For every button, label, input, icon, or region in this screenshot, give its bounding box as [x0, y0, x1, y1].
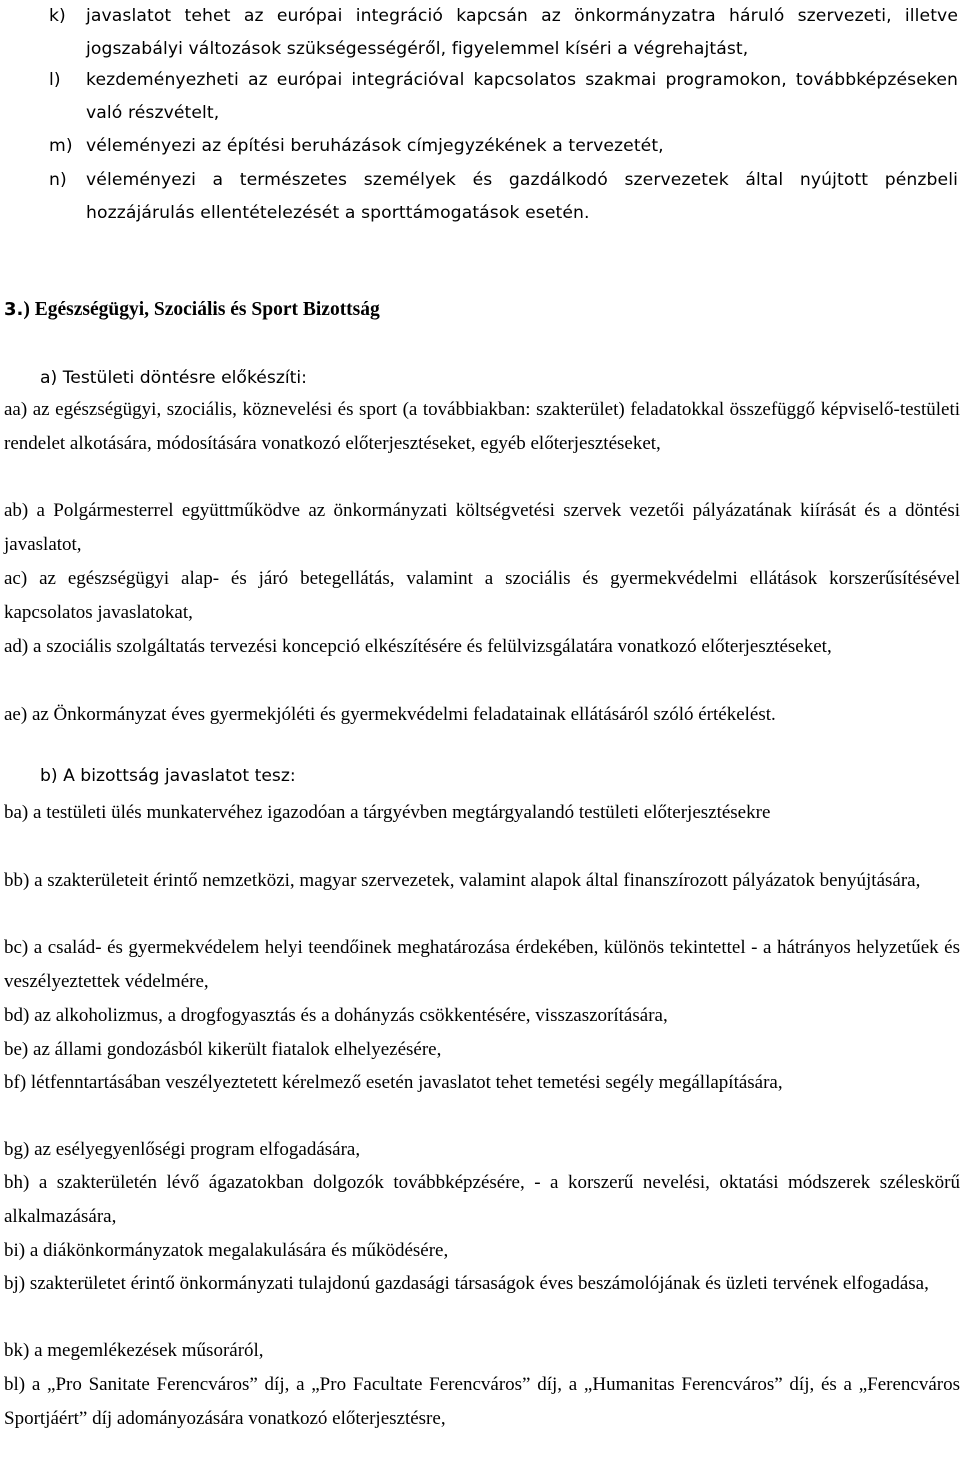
- item-bf: bf) létfenntartásában veszélyeztetett kérelmező esetén javaslatot tehet temetési segély megállapítására,: [4, 1072, 783, 1093]
- item-bc: bc) a család- és gyermekvédelem helyi teendőinek meghatározása érdekében, különös tekintettel - a hátrányos helyzetűek és veszélyeztettek védelmére,: [4, 937, 960, 992]
- item-bh: bh) a szakterületén lévő ágazatokban dolgozók továbbképzésére, - a korszerű nevelési, oktatási módszerek széleskörű alkalmazására,: [4, 1172, 960, 1227]
- list-marker: k): [49, 6, 66, 26]
- item-bj: bj) szakterületet érintő önkormányzati tulajdonú gazdasági társaságok éves beszámolójának és üzleti tervének elfogadása,: [4, 1273, 929, 1294]
- list-item-text: javaslatot tehet az európai integráció kapcsán az önkormányzatra háruló szervezeti, illetve jogszabályi változások szükségességéről, figyelemmel kíséri a végrehajtást,: [86, 6, 958, 59]
- list-item-m: [49, 130, 958, 163]
- item-bd: bd) az alkoholizmus, a drogfogyasztás és a dohányzás csökkentésére, visszaszorítására,: [4, 1005, 668, 1026]
- item-bb: bb) a szakterületeit érintő nemzetközi, magyar szervezetek, valamint alapok által finanszírozott pályázatok benyújtására,: [4, 870, 921, 891]
- list-marker: l): [49, 70, 61, 90]
- list-item-l: [49, 64, 958, 130]
- section-number: 3.: [4, 299, 24, 320]
- list-item-text: véleményezi az építési beruházások címjegyzékének a tervezetét,: [86, 136, 664, 156]
- item-bk: bk) a megemlékezések műsoráról,: [4, 1340, 264, 1361]
- item-aa: aa) az egészségügyi, szociális, köznevelési és sport (a továbbiakban: szakterület) feladatokkal összefüggő képviselő-testületi rendelet alkotására, módosítására vonatkozó előterjesztéseket, egyéb előterjesztéseket,: [4, 399, 960, 454]
- list-item-text: véleményezi a természetes személyek és gazdálkodó szervezetek által nyújtott pénzbeli hozzájárulás ellentételezését a sporttámogatások esetén.: [86, 170, 958, 223]
- item-be: be) az állami gondozásból kikerült fiatalok elhelyezésére,: [4, 1039, 442, 1060]
- item-bl: bl) a „Pro Sanitate Ferencváros” díj, a „Pro Facultate Ferencváros” díj, a „Humanitas Ferencváros” díj, és a „Ferencváros Sportjáért” díj adományozására vonatkozó előterjesztésre,: [4, 1374, 960, 1429]
- subsection-b-label: b) A bizottság javaslatot tesz:: [40, 766, 296, 786]
- item-ae: ae) az Önkormányzat éves gyermekjóléti és gyermekvédelmi feladatainak ellátásáról szóló értékelést.: [4, 704, 776, 725]
- item-bg: bg) az esélyegyenlőségi program elfogadására,: [4, 1139, 361, 1160]
- section-heading: [4, 299, 380, 321]
- item-ba: ba) a testületi ülés munkatervéhez igazodóan a tárgyévben megtárgyalandó testületi előterjesztésekre: [4, 802, 771, 823]
- list-item-k: [49, 0, 958, 66]
- list-marker: n): [49, 170, 67, 190]
- item-ab: ab) a Polgármesterrel együttműködve az önkormányzati költségvetési szervek vezetői pályázatának kiírását és a döntési javaslatot,: [4, 500, 960, 555]
- item-bi: bi) a diákönkormányzatok megalakulására és működésére,: [4, 1240, 449, 1261]
- list-marker: m): [49, 136, 73, 156]
- item-ad: ad) a szociális szolgáltatás tervezési koncepció elkészítésére és felülvizsgálatára vonatkozó előterjesztéseket,: [4, 636, 832, 657]
- list-item-text: kezdeményezheti az európai integrációval kapcsolatos szakmai programokon, továbbképzéseken való részvételt,: [86, 70, 958, 123]
- list-item-n: [49, 164, 958, 230]
- item-ac: ac) az egészségügyi alap- és járó betegellátás, valamint a szociális és gyermekvédelmi ellátások korszerűsítésével kapcsolatos javaslatokat,: [4, 568, 960, 623]
- section-title: ) Egészségügyi, Szociális és Sport Bizottság: [23, 299, 380, 320]
- subsection-a-label: a) Testületi döntésre előkészíti:: [40, 368, 307, 388]
